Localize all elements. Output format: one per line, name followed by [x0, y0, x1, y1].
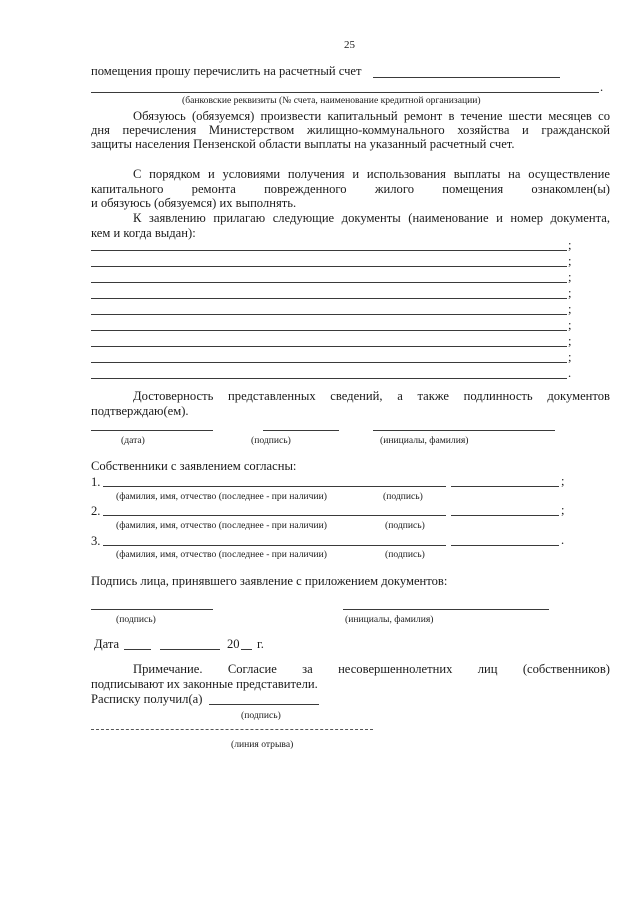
owner-1-fio-caption: (фамилия, имя, отчество (последнее - при наличии): [116, 491, 327, 502]
date-year-suffix: г.: [257, 637, 264, 651]
owner-2-signature-blank[interactable]: [451, 515, 559, 516]
receipt-label: Расписку получил(а): [91, 692, 203, 706]
bank-details-blank[interactable]: [91, 92, 599, 93]
attachment-blank-line[interactable]: [91, 298, 567, 299]
attachment-line-end: ;: [568, 270, 572, 284]
attachment-line-end: ;: [568, 286, 572, 300]
attachment-line-end: ;: [568, 334, 572, 348]
attachment-blank-line[interactable]: [91, 330, 567, 331]
owner-1-signature-caption: (подпись): [383, 491, 423, 502]
receipt-signature-blank[interactable]: [209, 704, 319, 705]
conditions-line-3: и обязуюсь (обязуемся) их выполнять.: [91, 196, 297, 210]
attachment-line-end: ;: [568, 254, 572, 268]
acceptor-initials-caption: (инициалы, фамилия): [345, 614, 434, 625]
note-line-2: подписывают их законные представители.: [91, 677, 318, 691]
owner-2-signature-caption: (подпись): [385, 520, 425, 531]
acceptor-signature-blank[interactable]: [91, 609, 213, 610]
owner-3-fio-blank[interactable]: [103, 545, 446, 546]
date-label: Дата: [94, 637, 120, 651]
attachment-blank-line[interactable]: [91, 346, 567, 347]
attachment-blank-line[interactable]: [91, 266, 567, 267]
owner-3-number: 3.: [91, 534, 101, 548]
attachments-line-2: кем и когда выдан):: [91, 226, 196, 240]
attachment-line-end: .: [568, 366, 572, 380]
initials-blank[interactable]: [373, 430, 555, 431]
date-year-prefix: 20: [227, 637, 240, 651]
attachment-line-end: ;: [568, 238, 572, 252]
initials-caption: (инициалы, фамилия): [380, 435, 469, 446]
acceptor-signature-caption: (подпись): [116, 614, 156, 625]
conditions-line-1: С порядком и условиями получения и использования выплаты на осуществление: [133, 167, 610, 181]
owner-3-fio-caption: (фамилия, имя, отчество (последнее - при наличии): [116, 549, 327, 560]
note-line-1: Примечание. Согласие за несовершеннолетних лиц (собственников): [133, 662, 610, 676]
owner-2-fio-blank[interactable]: [103, 515, 446, 516]
acceptor-title: Подпись лица, принявшего заявление с приложением документов:: [91, 574, 448, 588]
owner-2-number: 2.: [91, 504, 101, 518]
owner-3-signature-caption: (подпись): [385, 549, 425, 560]
signature-caption: (подпись): [251, 435, 291, 446]
conditions-line-2: капитального ремонта поврежденного жилого помещения ознакомлен(ы): [91, 182, 610, 196]
date-year-blank[interactable]: [241, 649, 252, 650]
owner-1-fio-blank[interactable]: [103, 486, 446, 487]
owners-title: Собственники с заявлением согласны:: [91, 459, 297, 473]
account-number-blank[interactable]: [373, 77, 560, 78]
obligation-line-1: Обязуюсь (обязуемся) произвести капитальный ремонт в течение шести месяцев со: [133, 109, 610, 123]
owner-1-signature-blank[interactable]: [451, 486, 559, 487]
attachment-blank-line[interactable]: [91, 282, 567, 283]
date-blank[interactable]: [91, 430, 213, 431]
attachment-line-end: ;: [568, 302, 572, 316]
attachment-line-end: ;: [568, 318, 572, 332]
receipt-signature-caption: (подпись): [241, 710, 281, 721]
signature-blank[interactable]: [263, 430, 339, 431]
page-number: 25: [344, 39, 355, 51]
tear-line-caption: (линия отрыва): [231, 739, 294, 750]
document-page: 25 помещения прошу перечислить на расчетный счет . (банковские реквизиты (№ счета, наименование кредитной организации) Обязуюсь (обязуемся) произвести капитальный ремонт в течение шести месяцев со дня перечисления Министерством жилищно-коммунального хозяйства и гражданской защиты населения Пензенской области выплаты на указанный расчетный счет. С порядком и условиями получения и использования выплаты на осуществление капитального ремонта поврежденного жилого помещения ознакомлен(ы) и обязуюсь (обязуемся) их выполнять. К заявлению прилагаю следующие документы (наименование и номер документа, кем и когда выдан): ; ; ; ; ; ; ; ; . Достоверность представленных сведений, а также подлинность документов подтверждаю(ем). (дата) (подпись) (инициалы, фамилия) Собственники с заявлением согласны: 1. ; (фамилия, имя, отчество (последнее - при наличии) (подпись) 2. ; (фамилия, имя, отчество (последнее - при наличии) (подпись) 3. . (фамилия, имя, отчество (последнее - при наличии) (подпись) Подпись лица, принявшего заявление с приложением документов: (подпись) (инициалы, фамилия) Дата 20 г. Примечание. Согласие за несовершеннолетних лиц (собственников) подписывают их законные представители. Расписку получил(а) (подпись) (линия отрыва): [91, 39, 610, 750]
attachment-blank-line[interactable]: [91, 362, 567, 363]
owner-2-fio-caption: (фамилия, имя, отчество (последнее - при наличии): [116, 520, 327, 531]
date-day-blank[interactable]: [124, 649, 151, 650]
bank-details-caption: (банковские реквизиты (№ счета, наименование кредитной организации): [182, 95, 481, 106]
authenticity-line-2: подтверждаю(ем).: [91, 404, 189, 418]
owner-1-number: 1.: [91, 475, 101, 489]
obligation-line-3: защиты населения Пензенской области выплаты на указанный расчетный счет.: [91, 137, 515, 151]
date-month-blank[interactable]: [160, 649, 220, 650]
attachments-line-1: К заявлению прилагаю следующие документы (наименование и номер документа,: [133, 211, 610, 225]
acceptor-initials-blank[interactable]: [343, 609, 549, 610]
attachment-blank-line[interactable]: [91, 250, 567, 251]
attachment-line-end: ;: [568, 350, 572, 364]
account-line-text: помещения прошу перечислить на расчетный счет: [91, 64, 362, 78]
obligation-line-2: дня перечисления Министерством жилищно-коммунального хозяйства и гражданской: [91, 123, 610, 137]
date-caption: (дата): [121, 435, 145, 446]
attachment-blank-line[interactable]: [91, 378, 567, 379]
tear-line: [91, 729, 373, 730]
owner-3-signature-blank[interactable]: [451, 545, 559, 546]
authenticity-line-1: Достоверность представленных сведений, а также подлинность документов: [133, 389, 610, 403]
attachment-blank-line[interactable]: [91, 314, 567, 315]
